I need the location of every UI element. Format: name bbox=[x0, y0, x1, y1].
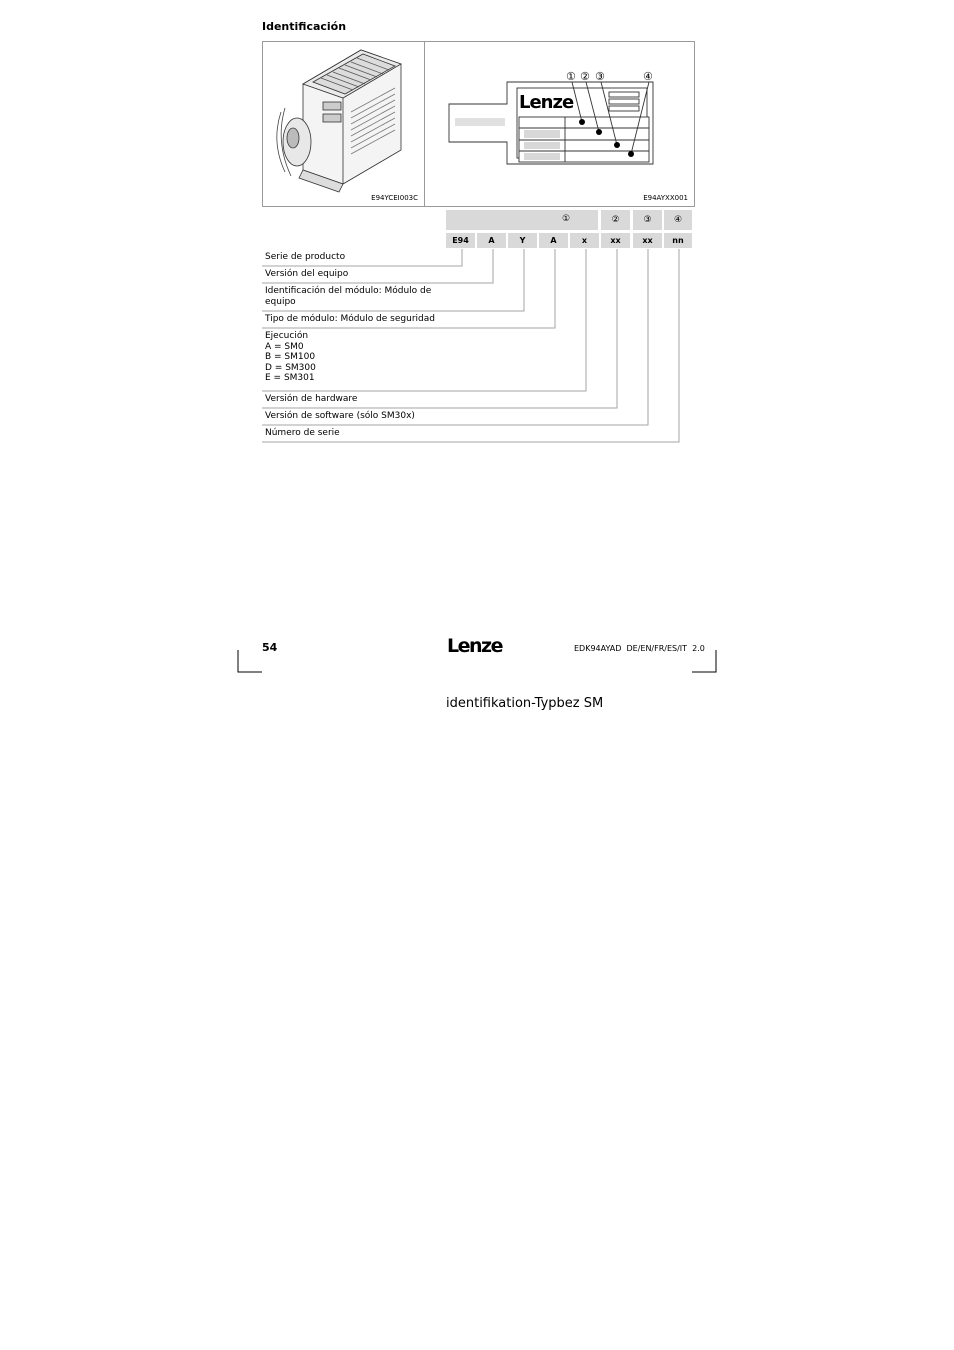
page-number: 54 bbox=[262, 641, 278, 654]
marker-1: ① bbox=[566, 70, 576, 83]
nameplate-logo: Lenze bbox=[519, 92, 574, 113]
left-figure-caption: E94YCEI003C bbox=[371, 194, 418, 202]
code-cell-module-type: A bbox=[539, 233, 568, 248]
header-mark-2: ② bbox=[611, 215, 620, 225]
marker-3: ③ bbox=[595, 70, 605, 83]
row-label-software: Versión de software (sólo SM30x) bbox=[265, 411, 415, 421]
row-label-hardware: Versión de hardware bbox=[265, 394, 358, 404]
header-mark-3: ③ bbox=[643, 215, 652, 225]
code-connector-lines bbox=[0, 0, 954, 460]
marker-2: ② bbox=[580, 70, 590, 83]
code-cell-series: E94 bbox=[446, 233, 475, 248]
code-cell-module-id: Y bbox=[508, 233, 537, 248]
footer-logo-text: Lenze bbox=[447, 635, 502, 657]
document-id: EDK94AYAD DE/EN/FR/ES/IT 2.0 bbox=[574, 644, 705, 653]
header-mark-1: ① bbox=[562, 214, 571, 224]
row-label-series: Serie de producto bbox=[265, 252, 346, 262]
row-label-module-id: Identificación del módulo: Módulo de equipo bbox=[265, 286, 432, 307]
marker-4: ④ bbox=[643, 70, 653, 83]
code-cell-serial: nn bbox=[664, 233, 692, 248]
footer-logo bbox=[447, 633, 507, 661]
code-cell-version: A bbox=[477, 233, 506, 248]
header-mark-4: ④ bbox=[673, 215, 683, 225]
row-label-module-type: Tipo de módulo: Módulo de seguridad bbox=[265, 314, 435, 324]
row-label-execution: Ejecución A = SM0 B = SM100 D = SM300 E = SM301 bbox=[265, 331, 316, 383]
row-label-device-version: Versión del equipo bbox=[265, 269, 349, 279]
code-cell-software: xx bbox=[633, 233, 662, 248]
section-heading: Identificación bbox=[262, 20, 347, 33]
figure-source-caption: identifikation-Typbez SM bbox=[446, 696, 604, 711]
right-figure-caption: E94AYXX001 bbox=[643, 194, 688, 202]
code-cell-execution: x bbox=[570, 233, 599, 248]
row-label-serial: Número de serie bbox=[265, 428, 340, 438]
code-cell-hardware: xx bbox=[601, 233, 630, 248]
